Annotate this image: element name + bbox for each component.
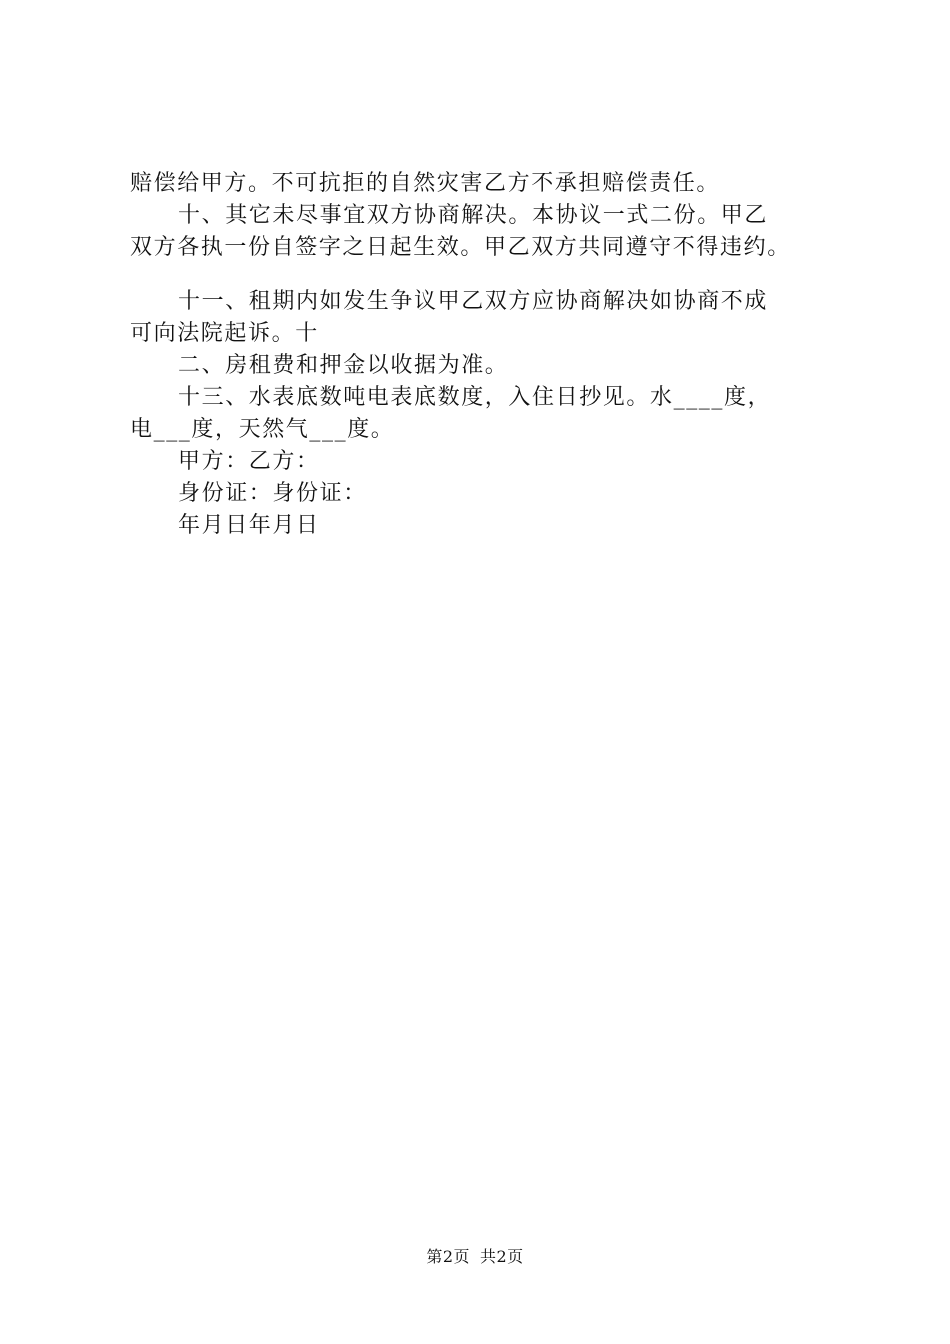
paragraph-line: 赔偿给甲方。不可抗拒的自然灾害乙方不承担赔偿责任。 xyxy=(130,171,721,196)
signature-date-line: 年月日年月日 xyxy=(178,513,320,538)
page-footer xyxy=(0,1244,950,1267)
signature-party-line: 甲方：乙方： xyxy=(178,449,320,474)
paragraph-line: 双方各执一份自签字之日起生效。甲乙双方共同遵守不得违约。 xyxy=(130,235,791,260)
paragraph-line: 二、房租费和押金以收据为准。 xyxy=(178,353,509,378)
page-total: 共2页 xyxy=(480,1247,524,1266)
paragraph-line: 十一、租期内如发生争议甲乙双方应协商解决如协商不成 xyxy=(178,289,769,314)
paragraph-line: 十、其它未尽事宜双方协商解决。本协议一式二份。甲乙 xyxy=(178,203,769,228)
signature-id-line: 身份证：身份证： xyxy=(178,481,367,506)
paragraph-gap xyxy=(130,264,850,286)
document-body xyxy=(130,168,850,542)
paragraph-line: 电___度，天然气___度。 xyxy=(130,417,395,442)
paragraph-line: 可向法院起诉。十 xyxy=(130,321,319,346)
page-number: 第2页 xyxy=(426,1247,470,1266)
paragraph-line: 十三、水表底数吨电表底数度，入住日抄见。水____度， xyxy=(178,385,772,410)
